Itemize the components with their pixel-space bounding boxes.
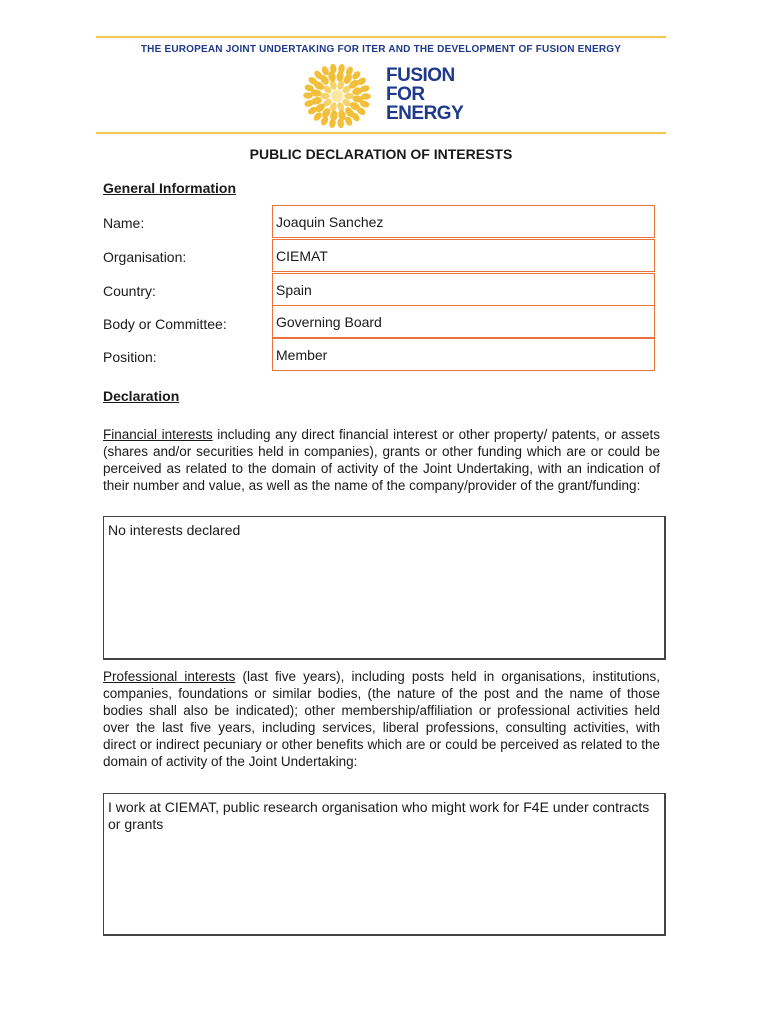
logo-petal (320, 93, 330, 99)
organisation-header: THE EUROPEAN JOINT UNDERTAKING FOR ITER AND THE DEVELOPMENT OF FUSION ENERGY (140, 44, 622, 55)
financial-interests-answer[interactable]: No interests declared (103, 516, 666, 660)
financial-interests-lead: Financial interests (103, 427, 213, 442)
organisation-field[interactable]: CIEMAT (272, 239, 655, 272)
name-field[interactable]: Joaquin Sanchez (272, 205, 655, 238)
header-top-rule (96, 36, 666, 38)
logo-petal (344, 93, 354, 99)
position-field[interactable]: Member (272, 338, 655, 371)
country-label: Country: (103, 283, 156, 299)
professional-interests-text: (last five years), including posts held in organisations, institutions, companies, foundations or similar bodies, (the nature of the post and the name of those bodies shall also be indicated); other membership/affiliation or professional activities held over the last five years, including services, liberal professions, consulting activities, with direct or indirect pecuniary or other benefits which are or could be perceived as related to the domain of activity of the Joint Undertaking: (103, 669, 660, 769)
declaration-heading: Declaration (103, 388, 180, 404)
body-committee-label: Body or Committee: (103, 316, 227, 332)
fusion-for-energy-logo (302, 64, 472, 128)
logo-line-2: FOR (386, 84, 425, 105)
country-field[interactable]: Spain (272, 273, 655, 306)
page-title: PUBLIC DECLARATION OF INTERESTS (249, 146, 513, 162)
body-committee-field[interactable]: Governing Board (272, 305, 655, 338)
name-label: Name: (103, 215, 145, 231)
financial-interests-description (103, 426, 660, 494)
position-label: Position: (103, 349, 157, 365)
logo-wordmark (386, 66, 463, 123)
professional-interests-description (103, 668, 660, 770)
sunflower-emblem-icon (302, 64, 372, 128)
professional-interests-lead: Professional interests (103, 669, 236, 684)
professional-interests-answer[interactable]: I work at CIEMAT, public research organisation who might work for F4E under contracts or grants (103, 793, 666, 936)
logo-line-1: FUSION (386, 65, 455, 86)
logo-line-3: ENERGY (386, 103, 464, 124)
general-information-heading: General Information (103, 180, 237, 196)
financial-interests-text: including any direct financial interest or other property/ patents, or assets (shares and/or securities held in companies), grants or other funding which are or could be perceived as related to the domain of activity of the Joint Undertaking, with an indication of their number and value, as well as the name of the company/provider of the grant/funding: (103, 427, 660, 493)
organisation-label: Organisation: (103, 249, 187, 265)
header-bottom-rule (96, 132, 666, 134)
